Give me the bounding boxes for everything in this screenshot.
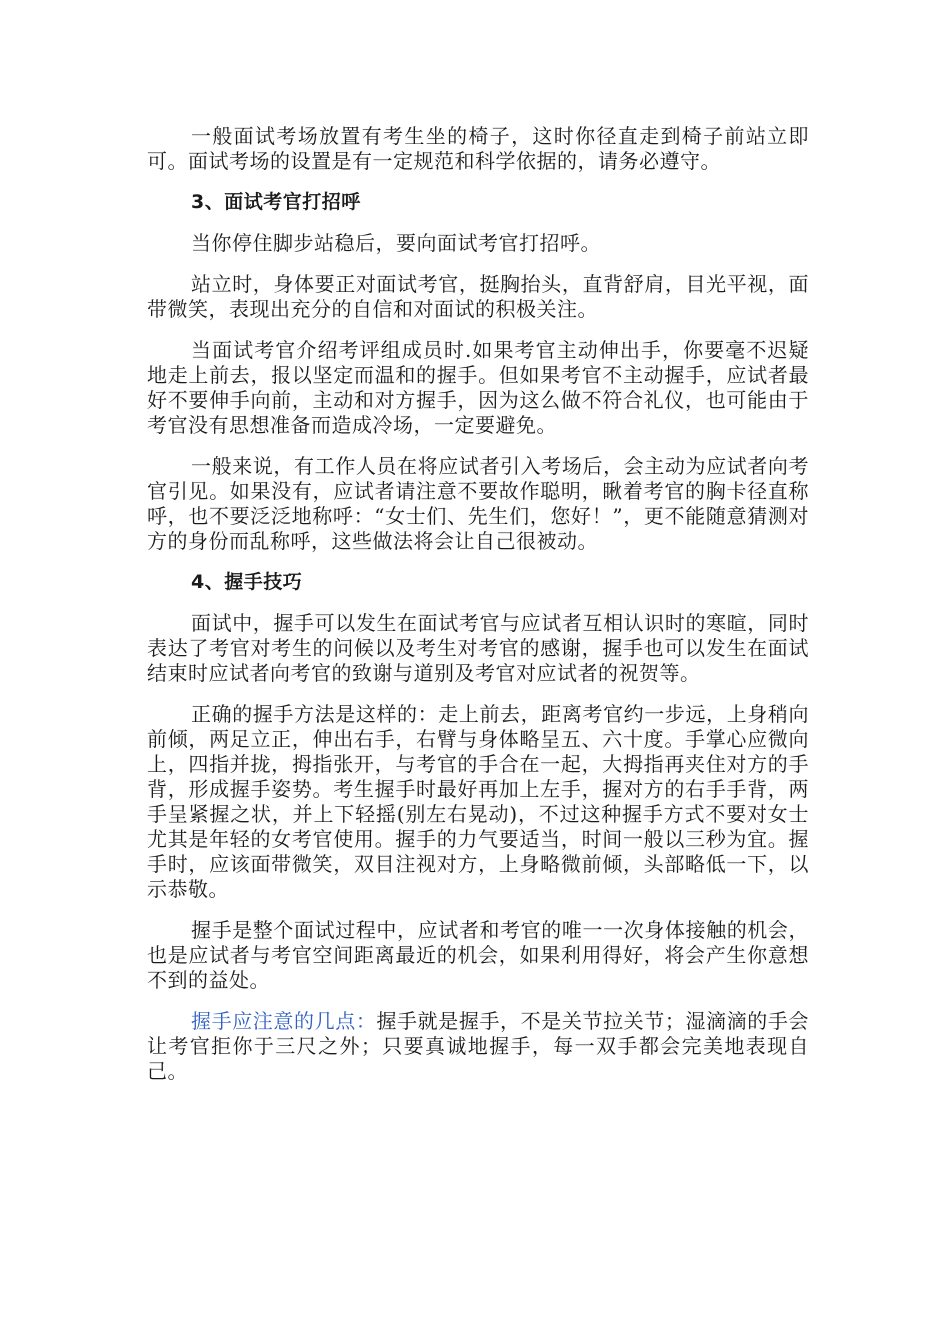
section-heading-handshake: 4、握手技巧 <box>191 571 303 593</box>
paragraph-standing-posture: 站立时，身体要正对面试考官，挺胸抬头，直背舒肩，目光平视，面带微笑，表现出充分的自信和对面试的积极关注。 <box>147 272 809 321</box>
paragraph-handshake-occasions: 面试中，握手可以发生在面试考官与应试者互相认识时的寒暄，同时表达了考官对考生的问候以及考生对考官的感谢，握手也可以发生在面试结束时应试者向考官的致谢与道别及考官对应试者的祝贺等。 <box>147 611 809 685</box>
paragraph-greet-examiner: 当你停住脚步站稳后，要向面试考官打招呼。 <box>191 231 601 255</box>
paragraph-handshake-notes <box>147 1009 809 1084</box>
paragraph-introduction-handshake: 当面试考官介绍考评组成员时.如果考官主动伸出手，你要毫不迟疑地走上前去，报以坚定而温和的握手。但如果考官不主动握手，应试者最好不要伸手向前，主动和对方握手，因为这么做不符合礼仪，也可能由于考官没有思想准备而造成冷场，一定要避免。 <box>147 338 809 437</box>
paragraph-handshake-opportunity: 握手是整个面试过程中，应试者和考官的唯一一次身体接触的机会，也是应试者与考官空间距离最近的机会，如果利用得好，将会产生你意想不到的益处。 <box>147 918 809 992</box>
paragraph-addressing-examiner: 一般来说，有工作人员在将应试者引入考场后，会主动为应试者向考官引见。如果没有，应试者请注意不要故作聪明，瞅着考官的胸卡径直称呼，也不要泛泛地称呼：“女士们、先生们，您好！”，更不能随意猜测对方的身份而乱称呼，这些做法将会让自己很被动。 <box>147 454 809 553</box>
handshake-notes-text: 握手就是握手，不是关节拉关节；湿滴滴的手会让考官拒你于三尺之外；只要真诚地握手，每一双手都会完美地表现自己。 <box>147 1009 810 1083</box>
paragraph-handshake-method: 正确的握手方法是这样的：走上前去，距离考官约一步远，上身稍向前倾，两足立正，伸出右手，右臂与身体略呈五、六十度。手掌心应微向上，四指并拢，拇指张开，与考官的手合在一起，大拇指再夹住对方的手背，形成握手姿势。考生握手时最好再加上左手，握对方的右手手背，两手呈紧握之状，并上下轻摇(别左右晃动)，不过这种握手方式不要对女士尤其是年轻的女考官使用。握手的力气要适当，时间一般以三秒为宜。握手时，应该面带微笑，双目注视对方，上身略微前倾，头部略低一下，以示恭敬。 <box>147 702 809 901</box>
document-body <box>147 124 809 1100</box>
section-heading-greeting: 3、面试考官打招呼 <box>191 191 361 213</box>
handshake-notes-label: 握手应注意的几点： <box>191 1009 377 1033</box>
paragraph-exam-room-chair: 一般面试考场放置有考生坐的椅子，这时你径直走到椅子前站立即可。面试考场的设置是有一定规范和科学依据的，请务必遵守。 <box>147 124 809 173</box>
